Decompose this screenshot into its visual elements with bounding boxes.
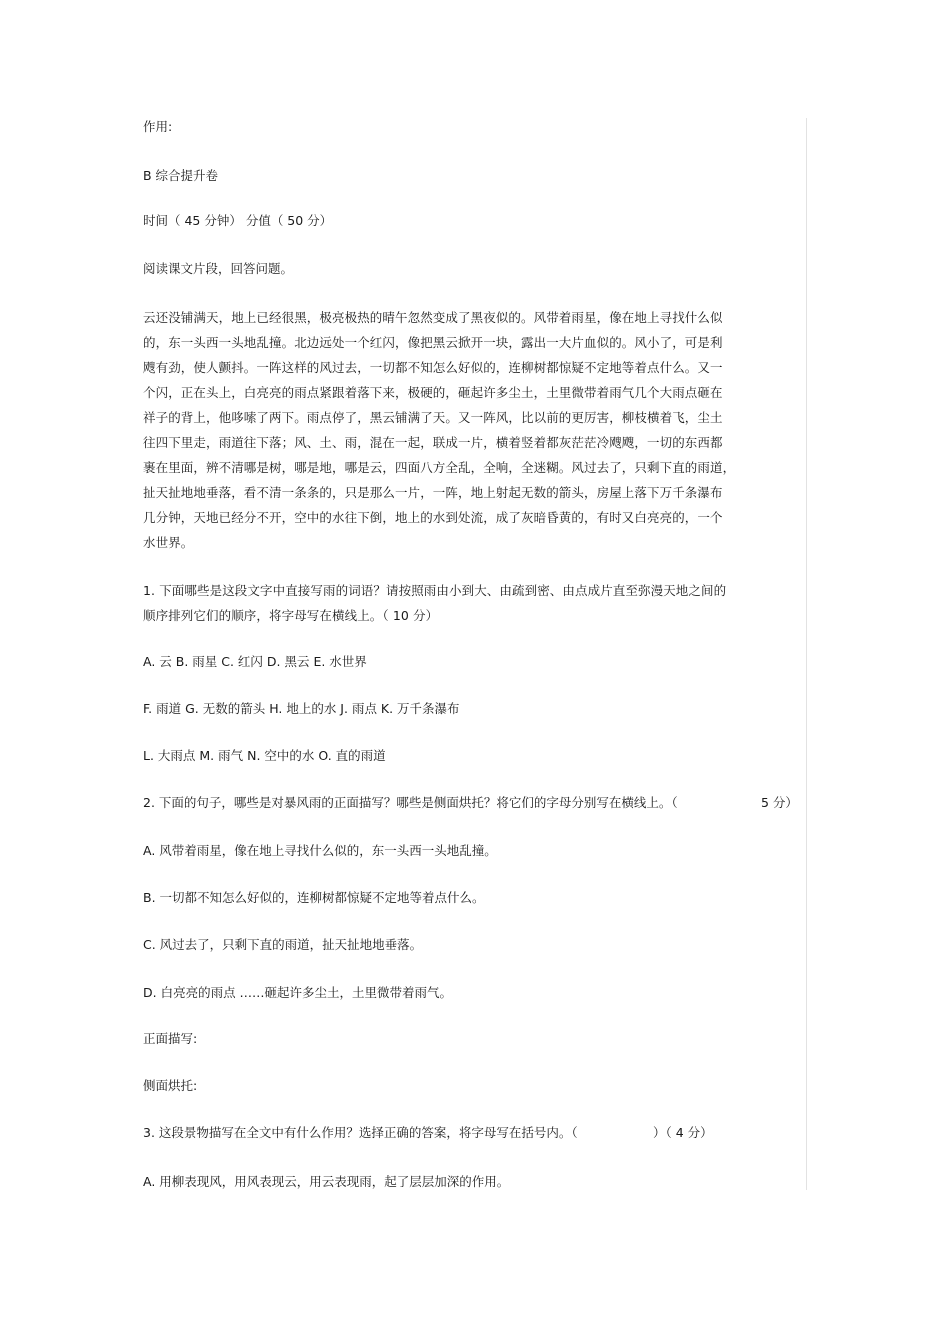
question-2-option: B. 一切都不知怎么好似的，连柳树都惊疑不定地等着点什么。 — [143, 890, 485, 905]
passage-line: 水世界。 — [143, 535, 194, 550]
section-title: B 综合提升卷 — [143, 168, 219, 183]
question-2-option: D. 白亮亮的雨点 ……砸起许多尘土，土里微带着雨气。 — [143, 985, 453, 1000]
question-2-option: C. 风过去了，只剩下直的雨道，扯天扯地地垂落。 — [143, 937, 423, 952]
answer-front-label: 正面描写: — [143, 1031, 198, 1046]
passage-line: 的，东一头西一头地乱撞。北边远处一个红闪，像把黑云掀开一块，露出一大片血似的。风小了，可是利 — [143, 335, 723, 350]
question-1-stem — [143, 578, 743, 628]
question-3-stem: 3. 这段景物描写在全文中有什么作用？选择正确的答案，将字母写在括号内。（ — [143, 1125, 578, 1140]
passage-line: 个闪，正在头上，白亮亮的雨点紧跟着落下来，极硬的，砸起许多尘土，土里微带着雨气几个大雨点砸在 — [143, 385, 723, 400]
passage-line: 裹在里面，辨不清哪是树，哪是地，哪是云，四面八方全乱，全响，全迷糊。风过去了，只剩下直的雨道， — [143, 460, 736, 475]
passage-line: 云还没铺满天，地上已经很黑，极亮极热的晴午忽然变成了黑夜似的。风带着雨星，像在地上寻找什么似 — [143, 310, 723, 325]
question-1-line: 1. 下面哪些是这段文字中直接写雨的词语？请按照雨由小到大、由疏到密、由点成片直至弥漫天地之间的 — [143, 583, 727, 598]
question-1-options-row: A. 云 B. 雨星 C. 红闪 D. 黑云 E. 水世界 — [143, 654, 367, 669]
reading-instruction: 阅读课文片段，回答问题。 — [143, 261, 294, 276]
passage-line: 往四下里走，雨道往下落；风、土、雨，混在一起，联成一片，横着竖着都灰茫茫冷飕飕，一切的东西都 — [143, 435, 723, 450]
question-3-option: A. 用柳表现风，用风表现云，用云表现雨，起了层层加深的作用。 — [143, 1174, 510, 1189]
passage-line: 扯天扯地地垂落，看不清一条条的，只是那么一片，一阵，地上射起无数的箭头，房屋上落下万千条瀑布 — [143, 485, 723, 500]
passage — [143, 305, 743, 555]
passage-line: 飕有劲，使人颤抖。一阵这样的风过去，一切都不知怎么好似的，连柳树都惊疑不定地等着点什么。又一 — [143, 360, 723, 375]
passage-line: 几分钟，天地已经分不开，空中的水往下倒，地上的水到处流，成了灰暗昏黄的，有时又白亮亮的，一个 — [143, 510, 723, 525]
time-score-line: 时间（ 45 分钟） 分值（ 50 分） — [143, 213, 333, 228]
label-zuoyong: 作用: — [143, 119, 173, 134]
question-2-option: A. 风带着雨星，像在地上寻找什么似的，东一头西一头地乱撞。 — [143, 843, 497, 858]
question-2-score: 5 分） — [761, 795, 798, 810]
page-right-border — [806, 118, 807, 1190]
question-1-options-row: L. 大雨点 M. 雨气 N. 空中的水 O. 直的雨道 — [143, 748, 386, 763]
question-1-options-row: F. 雨道 G. 无数的箭头 H. 地上的水 J. 雨点 K. 万千条瀑布 — [143, 701, 460, 716]
question-1-line: 顺序排列它们的顺序，将字母写在横线上。（ 10 分） — [143, 608, 439, 623]
answer-side-label: 侧面烘托: — [143, 1078, 198, 1093]
passage-line: 祥子的背上，他哆嗦了两下。雨点停了，黑云铺满了天。又一阵风，比以前的更厉害，柳枝横着飞，尘土 — [143, 410, 723, 425]
question-2-stem: 2. 下面的句子，哪些是对暴风雨的正面描写？哪些是侧面烘托？将它们的字母分别写在横线上。（ — [143, 795, 678, 810]
question-3-score: ）（ 4 分） — [653, 1125, 713, 1140]
